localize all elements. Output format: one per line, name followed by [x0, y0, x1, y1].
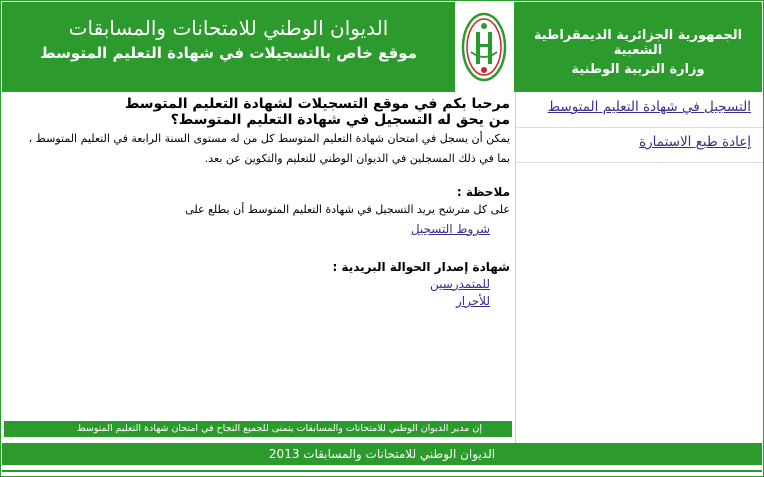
postal-schooled-link[interactable]: للمتمدرسين [429, 276, 490, 291]
ministry-name: وزارة التربية الوطنية [571, 62, 705, 77]
welcome-heading: مرحبا بكم في موقع التسجيلات لشهادة التعليم المتوسط [124, 96, 510, 112]
main-content [5, 96, 510, 418]
sidebar-menu [515, 93, 763, 443]
sidebar-item-reprint-form[interactable]: إعادة طبع الاستمارة [516, 128, 763, 163]
eligibility-heading: من يحق له التسجيل في شهادة التعليم المتوسط؟ [170, 112, 510, 128]
ministry-header [514, 2, 762, 92]
eligibility-text-1: يمكن أن يسجل في امتحان شهادة التعليم المتوسط كل من له مستوى السنة الرابعة في التعليم المتوسط ، [28, 132, 510, 145]
registration-conditions-link[interactable]: شروط التسجيل [410, 221, 490, 236]
note-text: على كل مترشح يريد التسجيل في شهادة التعليم المتوسط أن يطلع على [185, 203, 510, 217]
office-subtitle: موقع خاص بالتسجيلات في شهادة التعليم المتوسط [40, 44, 417, 62]
footer: الديوان الوطني للامتحانات والمسابقات 2013 [2, 443, 762, 465]
republic-name: الجمهورية الجزائرية الديمقراطية الشعبية [533, 28, 743, 58]
postal-title: شهادة إصدار الحوالة البريدية : [332, 259, 510, 274]
postal-free-candidates-link[interactable]: للأحرار [456, 293, 490, 308]
onec-logo-icon [457, 2, 512, 92]
eligibility-text-2: بما في ذلك المسجلين في الديوان الوطني للتعليم والتكوين عن بعد. [204, 151, 510, 165]
office-header [2, 2, 455, 92]
bottom-divider [2, 470, 762, 472]
scrolling-message: إن مدير الديوان الوطني للامتحانات والمسابقات يتمنى للجميع النجاح في امتحان شهادة التعليم المتوسط [4, 421, 512, 437]
sidebar-item-registration[interactable]: التسجيل في شهادة التعليم المتوسط [516, 93, 763, 128]
note-title: ملاحظة : [456, 185, 510, 200]
office-title: الديوان الوطني للامتحانات والمسابقات [68, 16, 389, 40]
